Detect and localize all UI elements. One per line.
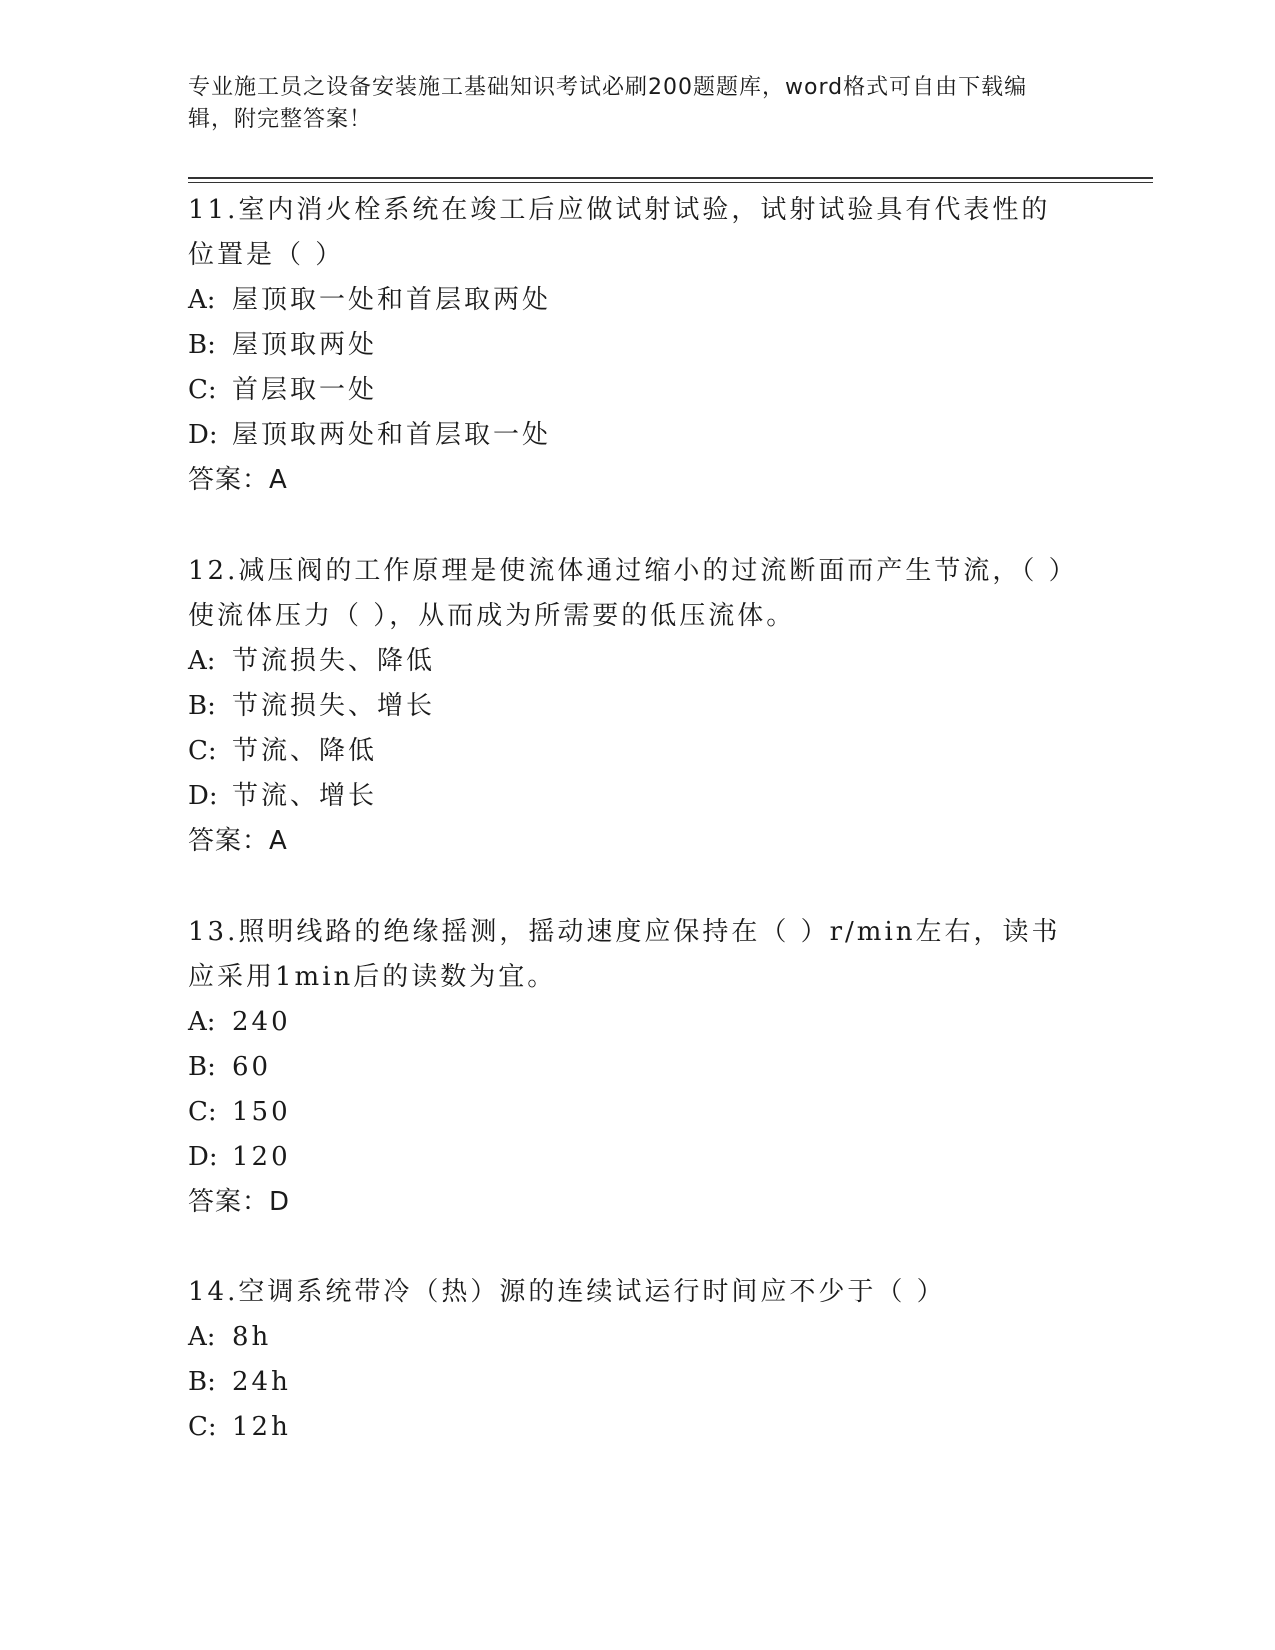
- option-text: 150: [232, 1097, 291, 1127]
- option-text: 240: [232, 1007, 291, 1037]
- option-a: [188, 1315, 1078, 1360]
- option-text: 60: [232, 1052, 272, 1082]
- option-text: 8h: [232, 1322, 272, 1352]
- option-letter: A:: [188, 646, 216, 676]
- option-text: 24h: [232, 1367, 291, 1397]
- option-text: 节流损失、降低: [232, 646, 436, 676]
- option-a: [188, 639, 1078, 684]
- question-stem: 14.空调系统带冷（热）源的连续试运行时间应不少于（ ）: [188, 1277, 946, 1307]
- option-letter: B:: [188, 691, 216, 721]
- header-divider-thin: [188, 182, 1153, 183]
- option-letter: C:: [188, 1097, 217, 1127]
- option-text: 节流、降低: [232, 736, 378, 766]
- option-letter: A:: [188, 1322, 216, 1352]
- option-letter: D:: [188, 420, 218, 450]
- option-text: 节流、增长: [232, 781, 378, 811]
- answer-line: 答案：A: [188, 826, 288, 856]
- option-c: [188, 368, 1078, 413]
- option-text: 屋顶取两处和首层取一处: [232, 420, 552, 450]
- question-stem: 13.照明线路的绝缘摇测，摇动速度应保持在（ ）r/min左右，读书应采用1min后的读数为宜。: [188, 917, 1061, 992]
- question-13: [188, 910, 1078, 1225]
- answer-line: 答案：D: [188, 1187, 291, 1217]
- answer-line: 答案：A: [188, 465, 288, 495]
- option-letter: B:: [188, 330, 216, 360]
- document-header: 专业施工员之设备安装施工基础知识考试必刷200题题库，word格式可自由下载编辑，附完整答案！: [188, 75, 1028, 132]
- option-b: [188, 1045, 1078, 1090]
- option-text: 节流损失、增长: [232, 691, 436, 721]
- option-text: 120: [232, 1142, 291, 1172]
- option-letter: C:: [188, 1412, 217, 1442]
- question-12: [188, 549, 1078, 864]
- option-a: [188, 278, 1078, 323]
- option-a: [188, 1000, 1078, 1045]
- option-letter: A:: [188, 285, 216, 315]
- option-d: [188, 774, 1078, 819]
- option-b: [188, 684, 1078, 729]
- option-letter: D:: [188, 781, 218, 811]
- option-b: [188, 1360, 1078, 1405]
- option-d: [188, 413, 1078, 458]
- option-b: [188, 323, 1078, 368]
- option-letter: A:: [188, 1007, 216, 1037]
- header-divider-thick: [188, 177, 1153, 179]
- option-text: 屋顶取两处: [232, 330, 378, 360]
- option-letter: C:: [188, 375, 217, 405]
- option-text: 屋顶取一处和首层取两处: [232, 285, 552, 315]
- option-letter: B:: [188, 1052, 216, 1082]
- option-text: 首层取一处: [232, 375, 378, 405]
- question-14: [188, 1270, 1078, 1450]
- question-stem: 11.室内消火栓系统在竣工后应做试射试验，试射试验具有代表性的位置是（ ）: [188, 195, 1051, 270]
- option-letter: C:: [188, 736, 217, 766]
- option-letter: D:: [188, 1142, 218, 1172]
- option-c: [188, 1405, 1078, 1450]
- option-d: [188, 1135, 1078, 1180]
- question-stem: 12.减压阀的工作原理是使流体通过缩小的过流断面而产生节流，（ ）使流体压力（ ），从而成为所需要的低压流体。: [188, 556, 1078, 631]
- option-text: 12h: [232, 1412, 291, 1442]
- option-c: [188, 729, 1078, 774]
- question-11: [188, 188, 1078, 503]
- option-c: [188, 1090, 1078, 1135]
- option-letter: B:: [188, 1367, 216, 1397]
